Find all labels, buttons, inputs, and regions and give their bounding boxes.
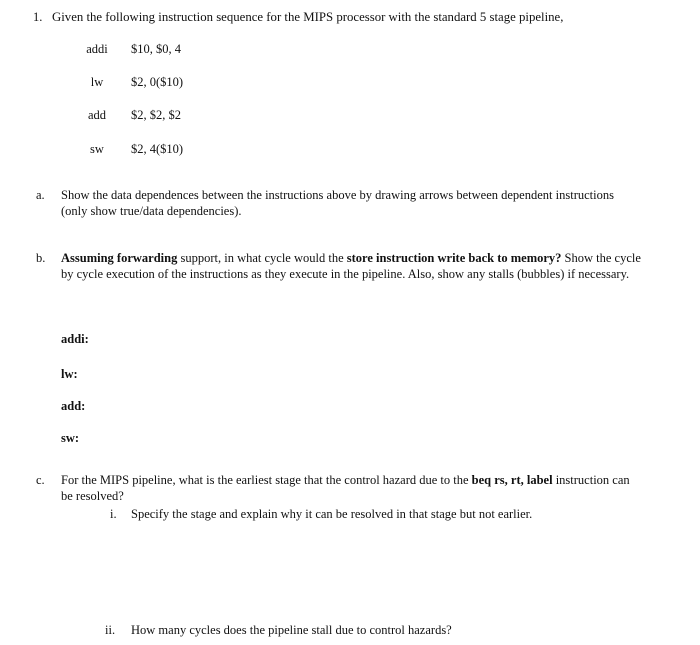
part-a-marker: a. bbox=[36, 188, 45, 202]
pipeline-label-lw: lw: bbox=[61, 367, 78, 381]
part-b-text-1: support, in what cycle would the bbox=[177, 251, 347, 265]
part-b-bold-store: store instruction write back to memory? bbox=[346, 251, 562, 265]
pipeline-label-sw: sw: bbox=[61, 431, 80, 445]
instr-args: $2, 0($10) bbox=[131, 75, 184, 89]
question-number: 1. bbox=[33, 10, 43, 24]
part-b-marker: b. bbox=[36, 251, 46, 265]
instr-args: $10, $0, 4 bbox=[131, 42, 181, 56]
instr-args: $2, 4($10) bbox=[131, 142, 184, 156]
pipeline-label-addi: addi: bbox=[61, 332, 89, 346]
part-c-text-2: instruction can be resolved? bbox=[61, 473, 630, 503]
part-c-i-marker: i. bbox=[110, 507, 117, 521]
part-c-text bbox=[61, 473, 631, 504]
part-c-i-text: Specify the stage and explain why it can be resolved in that stage but not earlier. bbox=[131, 507, 533, 521]
part-c-bold-beq: beq rs, rt, label bbox=[471, 473, 553, 487]
instr-op: sw bbox=[90, 142, 104, 156]
instr-op: lw bbox=[90, 75, 104, 89]
part-b-text-2: Show the cycle by cycle execution of the instructions as they execute in the pipeline. Also, show any stalls (bubbles) if necessary. bbox=[61, 251, 641, 281]
part-b-bold-forwarding: Assuming forwarding bbox=[61, 251, 178, 265]
instr-args: $2, $2, $2 bbox=[131, 108, 181, 122]
part-b-text bbox=[61, 251, 641, 282]
part-c-ii-text: How many cycles does the pipeline stall due to control hazards? bbox=[131, 623, 452, 637]
part-c-text-1: For the MIPS pipeline, what is the earliest stage that the control hazard due to the bbox=[61, 473, 472, 487]
part-c-marker: c. bbox=[36, 473, 45, 487]
part-c-ii-marker: ii. bbox=[105, 623, 116, 637]
pipeline-label-add: add: bbox=[61, 399, 86, 413]
instr-op: addi bbox=[86, 42, 108, 56]
question-intro: Given the following instruction sequence for the MIPS processor with the standard 5 stage pipeline, bbox=[52, 10, 564, 24]
part-a-text: Show the data dependences between the instructions above by drawing arrows between dependent instructions (only show true/data dependencies). bbox=[61, 188, 614, 218]
instr-op: add bbox=[87, 108, 107, 122]
